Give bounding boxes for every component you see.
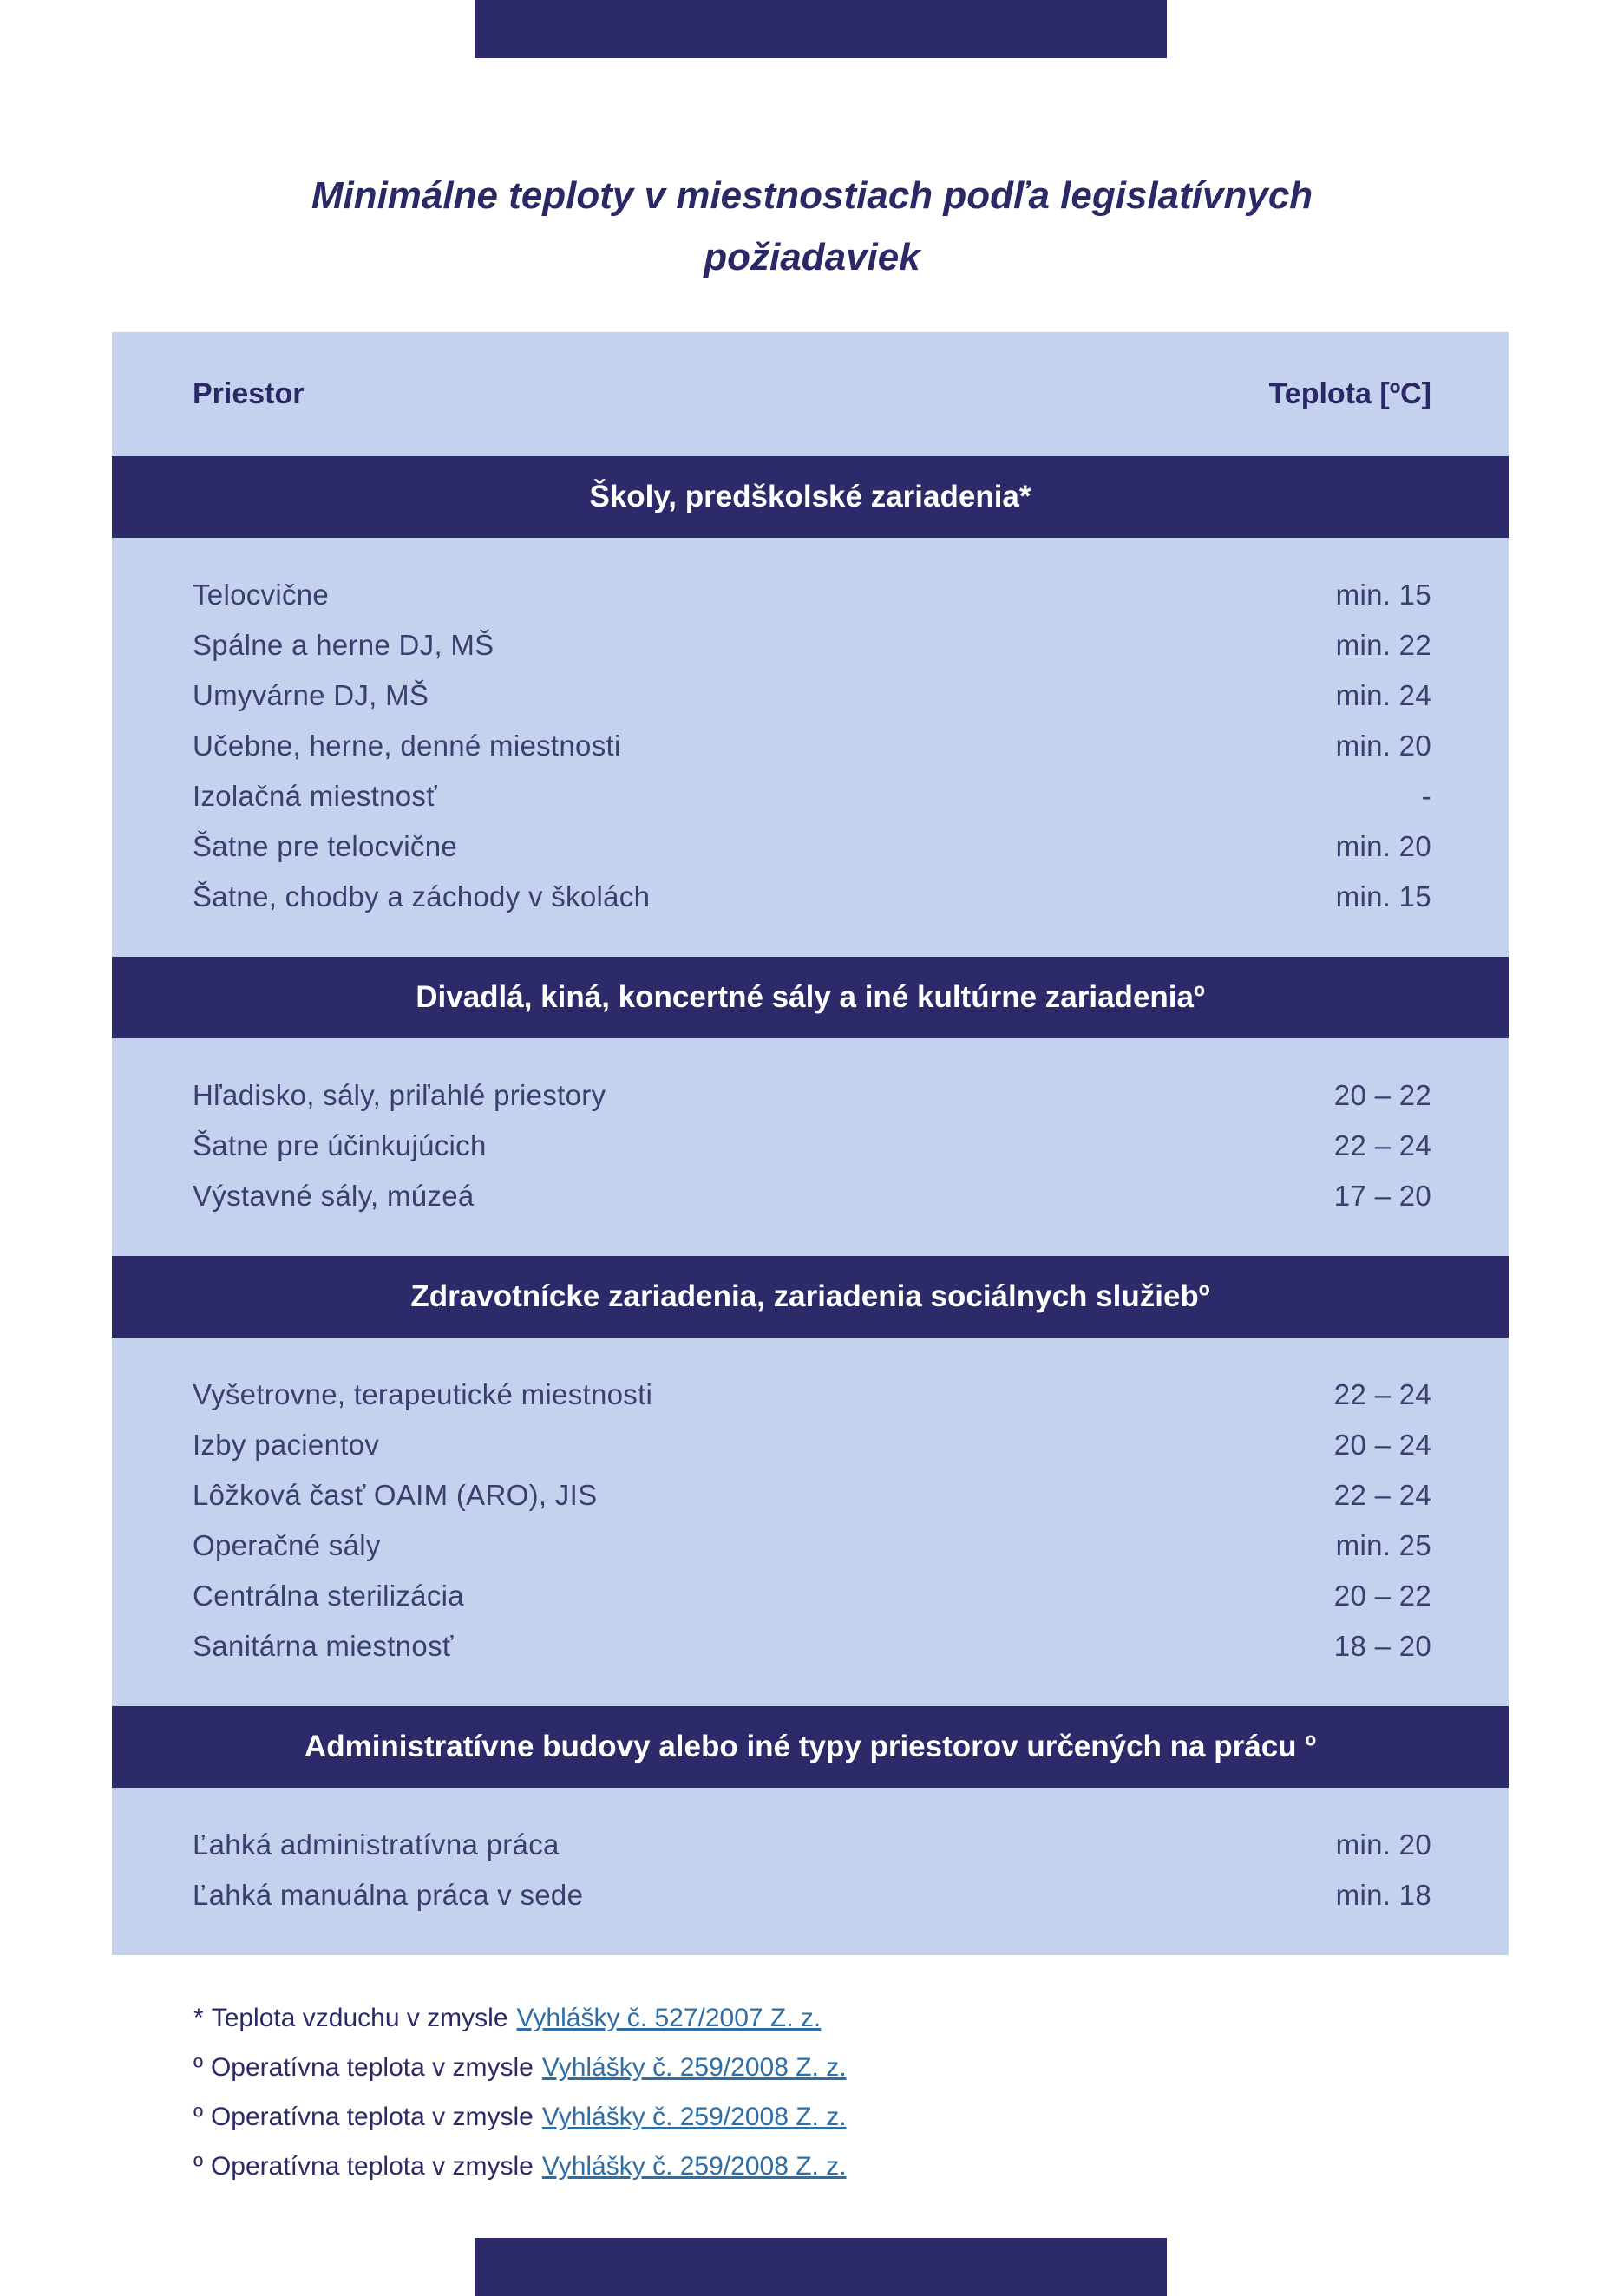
- row-label: Šatne pre telocvične: [193, 830, 458, 862]
- table-row: [193, 1820, 1431, 1870]
- table-row: [193, 1870, 1431, 1920]
- row-value: min. 18: [1335, 1879, 1431, 1911]
- footnote: [193, 2004, 847, 2031]
- page-title-line1: Minimálne teploty v miestnostiach podľa legislatívnych: [311, 174, 1313, 217]
- row-value: 20 – 24: [1333, 1429, 1431, 1461]
- footnote-link[interactable]: Vyhlášky č. 259/2008 Z. z.: [541, 2152, 847, 2181]
- table-row: [193, 1621, 1431, 1671]
- row-value: min. 25: [1335, 1529, 1431, 1561]
- row-label: Operačné sály: [193, 1529, 381, 1561]
- footnote-marker: º: [193, 2053, 203, 2082]
- row-label: Umyvárne DJ, MŠ: [193, 679, 429, 711]
- section-header-culture: Divadlá, kiná, koncertné sály a iné kultúrne zariadeniaº: [112, 957, 1509, 1038]
- row-value: 18 – 20: [1333, 1630, 1431, 1662]
- table-row: [193, 1470, 1431, 1521]
- section-header-administrative: Administratívne budovy alebo iné typy priestorov určených na prácu º: [112, 1706, 1509, 1788]
- row-value: min. 22: [1335, 629, 1431, 661]
- row-label: Izolačná miestnosť: [193, 780, 437, 812]
- temperature-table: [112, 332, 1509, 1955]
- footnote-link[interactable]: Vyhlášky č. 259/2008 Z. z.: [541, 2053, 847, 2082]
- footnote-text: Operatívna teplota v zmysle: [210, 2103, 534, 2131]
- row-value: 20 – 22: [1333, 1580, 1431, 1612]
- footnote-link[interactable]: Vyhlášky č. 527/2007 Z. z.: [516, 2004, 822, 2032]
- footnote-text: Operatívna teplota v zmysle: [210, 2053, 534, 2082]
- table-row: [193, 771, 1431, 821]
- row-value: -: [1421, 780, 1431, 812]
- row-value: 22 – 24: [1333, 1378, 1431, 1410]
- table-row: [193, 821, 1431, 872]
- row-label: Centrálna sterilizácia: [193, 1580, 464, 1612]
- row-value: min. 20: [1335, 1828, 1431, 1861]
- table-row: [193, 570, 1431, 620]
- page-title: [0, 165, 1624, 288]
- table-column-header: [112, 332, 1509, 456]
- section-administrative: [112, 1706, 1509, 1955]
- page-title-line2: požiadaviek: [704, 236, 920, 278]
- section-rows: [112, 538, 1509, 957]
- row-label: Vyšetrovne, terapeutické miestnosti: [193, 1378, 653, 1410]
- row-label: Sanitárna miestnosť: [193, 1630, 454, 1662]
- table-row: [193, 670, 1431, 721]
- row-value: 17 – 20: [1333, 1180, 1431, 1212]
- table-row: [193, 1070, 1431, 1121]
- footnote-marker: º: [193, 2152, 203, 2181]
- table-row: [193, 1171, 1431, 1221]
- top-banner: [475, 0, 1167, 58]
- row-value: 22 – 24: [1333, 1479, 1431, 1511]
- column-header-priestor: Priestor: [193, 377, 304, 410]
- row-label: Telocvične: [193, 579, 330, 611]
- section-culture: [112, 957, 1509, 1256]
- table-row: [193, 1370, 1431, 1420]
- table-row: [193, 1571, 1431, 1621]
- table-row: [193, 1121, 1431, 1171]
- table-row: [193, 1420, 1431, 1470]
- column-header-teplota: Teplota [ºC]: [1268, 377, 1431, 410]
- row-value: 20 – 22: [1333, 1079, 1431, 1111]
- row-label: Výstavné sály, múzeá: [193, 1180, 475, 1212]
- section-healthcare: [112, 1256, 1509, 1706]
- table-row: [193, 1521, 1431, 1571]
- table-row: [193, 721, 1431, 771]
- row-value: min. 20: [1335, 729, 1431, 762]
- section-rows: [112, 1338, 1509, 1706]
- footnote-text: Teplota vzduchu v zmysle: [211, 2004, 508, 2032]
- row-label: Učebne, herne, denné miestnosti: [193, 729, 621, 762]
- footnote: [193, 2053, 847, 2080]
- footnote: [193, 2152, 847, 2179]
- table-row: [193, 620, 1431, 670]
- footnote-marker: *: [193, 2004, 204, 2032]
- row-label: Ľahká administratívna práca: [193, 1828, 560, 1861]
- row-label: Hľadisko, sály, priľahlé priestory: [193, 1079, 606, 1111]
- table-row: [193, 872, 1431, 922]
- row-value: min. 15: [1335, 579, 1431, 611]
- footnote-text: Operatívna teplota v zmysle: [210, 2152, 534, 2181]
- section-header-schools: Školy, predškolské zariadenia*: [112, 456, 1509, 538]
- row-value: min. 20: [1335, 830, 1431, 862]
- footnote: [193, 2103, 847, 2129]
- section-schools: [112, 456, 1509, 957]
- row-label: Ľahká manuálna práca v sede: [193, 1879, 584, 1911]
- row-label: Šatne, chodby a záchody v školách: [193, 880, 651, 913]
- footnotes: [193, 2004, 847, 2201]
- row-label: Šatne pre účinkujúcich: [193, 1129, 487, 1161]
- row-value: min. 24: [1335, 679, 1431, 711]
- row-label: Izby pacientov: [193, 1429, 380, 1461]
- section-rows: [112, 1788, 1509, 1955]
- row-value: 22 – 24: [1333, 1129, 1431, 1161]
- section-rows: [112, 1038, 1509, 1256]
- footnote-link[interactable]: Vyhlášky č. 259/2008 Z. z.: [541, 2103, 847, 2131]
- section-header-healthcare: Zdravotnícke zariadenia, zariadenia sociálnych služiebº: [112, 1256, 1509, 1338]
- row-value: min. 15: [1335, 880, 1431, 913]
- row-label: Lôžková časť OAIM (ARO), JIS: [193, 1479, 598, 1511]
- footnote-marker: º: [193, 2103, 203, 2131]
- bottom-banner: [475, 2238, 1167, 2296]
- row-label: Spálne a herne DJ, MŠ: [193, 629, 494, 661]
